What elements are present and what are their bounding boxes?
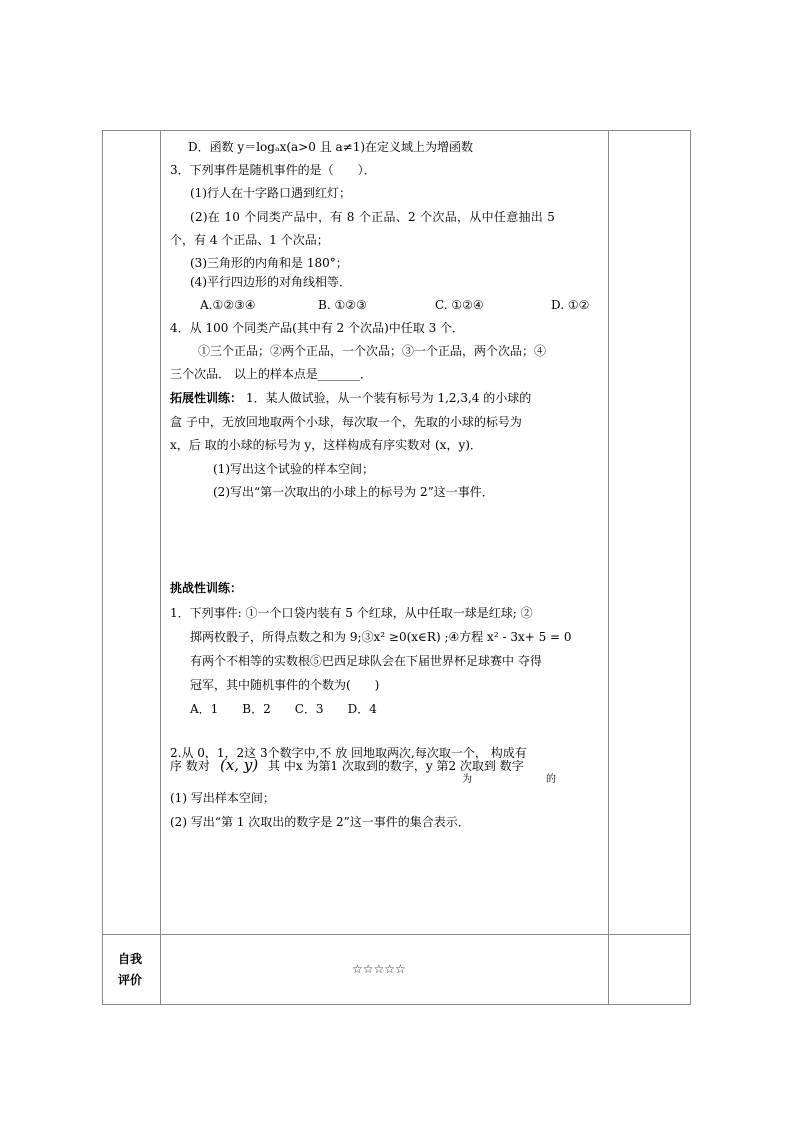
challenge-2-de: 的 [546,774,556,785]
extension-1c: x，后 取的小球的标号为 y，这样构成有序实数对 (x，y)． [170,438,482,452]
challenge-2-wei: 为 [462,774,472,785]
extension-1b: 盒 子中，无放回地取两个小球，每次取一个，先取的小球的标号为 [170,415,522,429]
option-d-line: D．函数 y＝logₐx(a>0 且 a≠1)在定义域上为增函数 [188,140,474,154]
challenge-1b: 掷两枚骰子，所得点数之和为 9;③x² ≥0(x∈R) ;④方程 x² - 3x+ 5 = 0 [190,630,572,644]
extension-title: 拓展性训练： [170,391,243,405]
challenge-1-options: A．1 B．2 C．3 D．4 [190,702,377,716]
self-eval-label-2: 评价 [118,973,143,987]
ordered-pair-xy: (x, y) [220,756,259,774]
extension-1-q2: (2)写出“第一次取出的小球上的标号为 2”这一事件． [213,485,494,499]
challenge-1c: 有两个不相等的实数根⑤巴西足球队会在下届世界杯足球赛中 夺得 [190,654,542,668]
q4-line-b: 三个次品． 以上的样本点是_______． [170,367,372,381]
q3-option-c: C. ①②④ [435,298,484,312]
self-eval-label-1: 自我 [118,952,143,966]
challenge-title: 挑战性训练： [170,581,243,595]
challenge-1d: 冠军，其中随机事件的个数为( ) [190,678,380,692]
table-divider-right [608,131,609,1004]
q3-item-3: (3)三角形的内角和是 180°； [190,256,348,270]
challenge-1a: 1．下列事件: ①一个口袋内装有 5 个红球，从中任取一球是红球; ② [170,606,533,620]
question-4: 4．从 100 个同类产品(其中有 2 个次品)中任取 3 个． [170,321,465,335]
extension-1a: 1．某人做试验，从一个装有标号为 1,2,3,4 的小球的 [246,391,532,405]
q3-item-1: (1)行人在十字路口遇到红灯； [190,186,351,200]
challenge-2-q1: (1) 写出样本空间； [170,791,275,805]
q3-option-b: B. ①②③ [318,298,367,312]
q3-item-2a: (2)在 10 个同类产品中，有 8 个正品、2 个次品，从中任意抽出 5 [190,210,556,224]
challenge-2c: 其 中x 为第1 次取到的数字，y 第2 次取到 数字 [268,759,524,773]
q3-option-d: D. ①② [551,298,590,312]
q3-item-2b: 个，有 4 个正品、1 个次品； [170,233,329,247]
q3-item-4: (4)平行四边形的对角线相等． [190,275,351,289]
extension-1-q1: (1)写出这个试验的样本空间； [213,462,374,476]
q4-line-a: ①三个正品；②两个正品，一个次品；③一个正品，两个次品；④ [198,344,547,358]
challenge-2a: 2.从 0，1，2这 3个数字中,不 放 回地取两次,每次取一个， 构成有 [170,746,527,760]
q3-option-a: A.①②③④ [200,298,256,312]
challenge-2b: 序 数对 [170,759,210,773]
table-divider-row [103,934,690,935]
rating-stars[interactable]: ☆☆☆☆☆ [352,962,406,976]
question-3: 3．下列事件是随机事件的是（ ）． [170,163,376,177]
table-divider-left [160,131,161,1004]
challenge-2-q2: (2) 写出“第 1 次取出的数字是 2”这一事件的集合表示． [170,815,470,829]
